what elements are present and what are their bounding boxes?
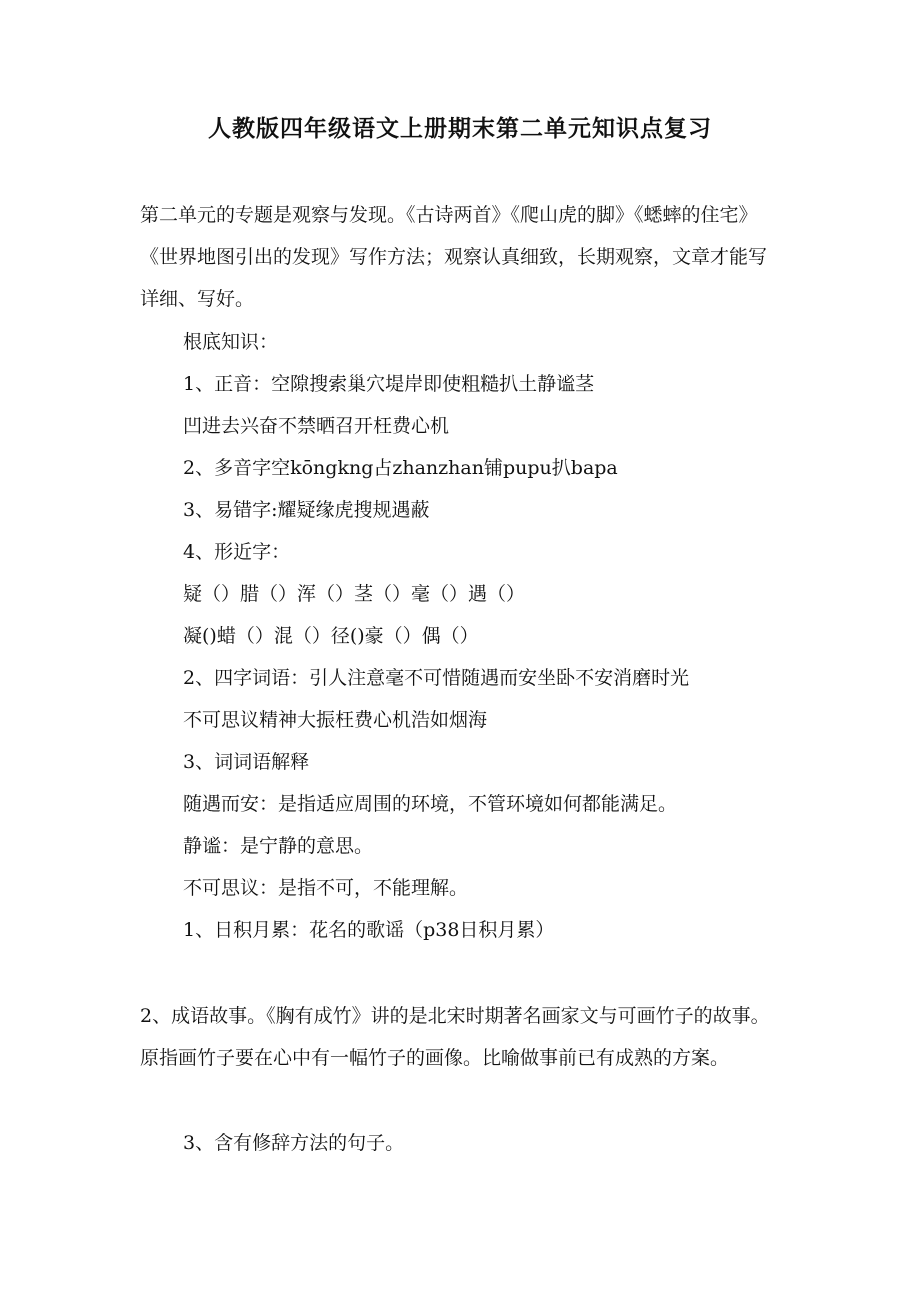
text-line-similar-row-2: 凝()蜡（）混（）径()豪（）偶（） [183, 625, 479, 647]
idiom-story-paragraph: 2、成语故事。《胸有成竹》讲的是北宋时期著名画家文与可画竹子的故事。原指画竹子要在心中有一幅竹子的画像。比喻做事前已有成熟的方案。 [140, 1005, 770, 1069]
text-line-explanation-2: 静谧：是宁静的意思。 [183, 835, 374, 857]
text-line-word-explanations: 3、词词语解释 [183, 751, 310, 773]
text-line-explanation-3: 不可思议：是指不可，不能理解。 [183, 877, 469, 899]
intro-paragraph: 第二单元的专题是观察与发现。《古诗两首》《爬山虎的脚》《蟋蟀的住宅》《世界地图引出的发现》写作方法；观察认真细致，长期观察，文章才能写详细、写好。 [140, 204, 768, 310]
text-line-rhetoric: 3、含有修辞方法的句子。 [183, 1132, 405, 1154]
text-line-polyphonic: 2、多音字空kōngkng占zhanzhan铺pupu扒bapa [183, 457, 618, 479]
text-line-pronunciation-cont: 凹进去兴奋不禁晒召开枉费心机 [183, 415, 450, 437]
text-line-four-char-words: 2、四字词语：引人注意毫不可惜随遇而安坐卧不安消磨时光 [183, 667, 690, 689]
text-line-explanation-1: 随遇而安：是指适应周围的环境，不管环境如何都能满足。 [183, 793, 678, 815]
text-line-easy-mistakes: 3、易错字:耀疑缘虎搜规遇蔽 [183, 499, 430, 521]
text-line-similar-chars: 4、形近字： [183, 541, 291, 563]
text-line-accumulation: 1、日积月累：花名的歌谣（p38日积月累） [183, 919, 555, 941]
page-title: 人教版四年级语文上册期末第二单元知识点复习 [208, 115, 712, 142]
text-line-basic-knowledge: 根底知识： [183, 331, 279, 353]
text-line-pronunciation: 1、正音：空隙搜索巢穴堤岸即使粗糙扒土静谧茎 [183, 373, 595, 395]
text-line-four-char-words-cont: 不可思议精神大振枉费心机浩如烟海 [183, 709, 488, 731]
text-line-similar-row-1: 疑（）腊（）浑（）茎（）毫（）遇（） [183, 583, 526, 605]
